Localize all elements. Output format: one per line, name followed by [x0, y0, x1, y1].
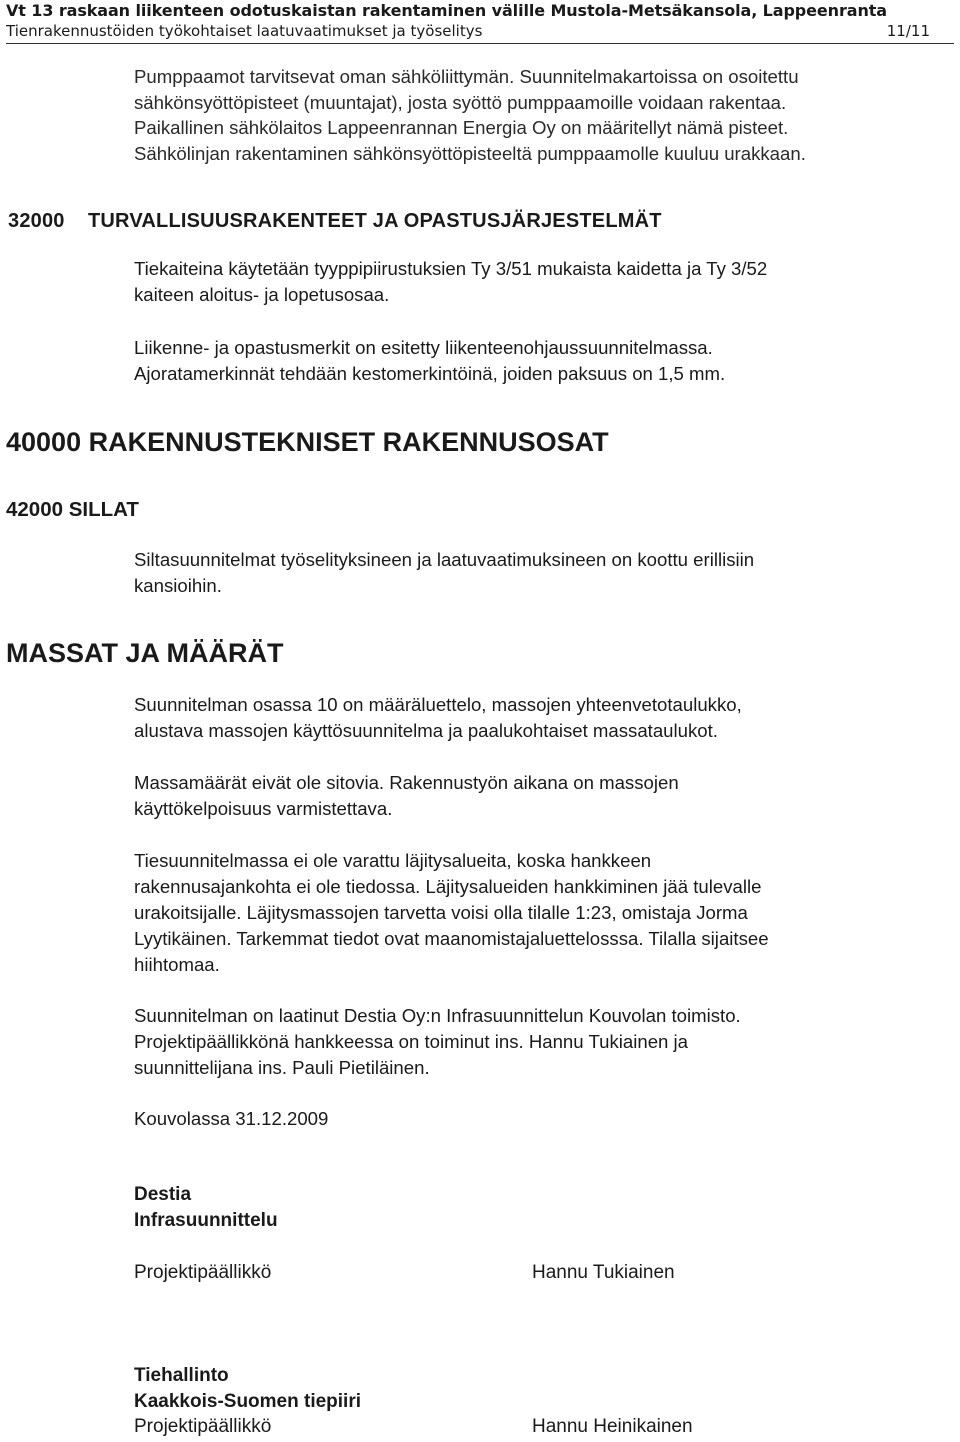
document-subtitle: Tienrakennustöiden työkohtaiset laatuvaatimukset ja työselitys — [6, 22, 483, 40]
org1-signatory: Hannu Tukiainen — [532, 1262, 675, 1283]
massat-paragraph-4 — [134, 1003, 934, 1081]
section-title: TURVALLISUUSRAKENTEET JA OPASTUSJÄRJESTELMÄT — [88, 210, 662, 232]
text-line: Siltasuunnitelmat työselityksineen ja laatuvaatimuksineen on koottu erillisiin — [134, 549, 755, 570]
signs-paragraph — [134, 335, 934, 387]
section-42000-heading: 42000 SILLAT — [6, 498, 139, 521]
text-line: hiihtomaa. — [134, 954, 220, 975]
text-line: Suunnitelman osassa 10 on määräluettelo, massojen yhteenvetotaulukko, — [134, 694, 742, 715]
text-line: Tiesuunnitelmassa ei ole varattu läjitysalueita, koska hankkeen — [134, 850, 652, 871]
section-32000-heading — [8, 210, 662, 233]
massat-paragraph-2 — [134, 770, 934, 822]
text-line: Suunnitelman on laatinut Destia Oy:n Infrasuunnittelun Kouvolan toimisto. — [134, 1005, 741, 1026]
text-line: alustava massojen käyttösuunnitelma ja paalukohtaiset massataulukot. — [134, 720, 718, 741]
text-line: käyttökelpoisuus varmistettava. — [134, 798, 393, 819]
intro-paragraph — [134, 64, 934, 166]
text-line: Liikenne- ja opastusmerkit on esitetty liikenteenohjaussuunnitelmassa. — [134, 337, 713, 358]
org1-unit: Infrasuunnittelu — [134, 1210, 278, 1231]
document-title: Vt 13 raskaan liikenteen odotuskaistan rakentaminen välille Mustola-Metsäkansola, Lappeenranta — [6, 1, 887, 20]
text-line: urakoitsijalle. Läjitysmassojen tarvetta voisi olla tilalle 1:23, omistaja Jorma — [134, 902, 748, 923]
text-line: Tiekaiteina käytetään tyyppipiirustuksien Ty 3/51 mukaista kaidetta ja Ty 3/52 — [134, 258, 768, 279]
section-number: 32000 — [8, 210, 65, 232]
page-number: 11/11 — [886, 22, 930, 40]
text-line: Ajoratamerkinnät tehdään kestomerkintöinä, joiden paksuus on 1,5 mm. — [134, 363, 726, 384]
guardrail-paragraph — [134, 256, 934, 308]
text-line: Pumppaamot tarvitsevat oman sähköliittymän. Suunnitelmakartoissa on osoitettu — [134, 66, 799, 87]
org2-unit: Kaakkois-Suomen tiepiiri — [134, 1391, 362, 1412]
massat-paragraph-1 — [134, 692, 934, 744]
org1-role: Projektipäällikkö — [134, 1262, 272, 1283]
header-divider — [6, 43, 954, 44]
text-line: Massamäärät eivät ole sitovia. Rakennustyön aikana on massojen — [134, 772, 679, 793]
massat-paragraph-3 — [134, 848, 934, 978]
text-line: Sähkölinjan rakentaminen sähkönsyöttöpisteeltä pumppaamolle kuuluu urakkaan. — [134, 142, 806, 164]
massat-heading: MASSAT JA MÄÄRÄT — [6, 638, 284, 668]
text-line: suunnittelijana ins. Pauli Pietiläinen. — [134, 1057, 430, 1078]
bridges-paragraph — [134, 547, 934, 599]
org2-signatory: Hannu Heinikainen — [532, 1416, 693, 1437]
org2-name: Tiehallinto — [134, 1365, 229, 1386]
text-line: sähkönsyöttöpisteet (muuntajat), josta syöttö pumppaamoille voidaan rakentaa. — [134, 91, 787, 113]
text-line: Lyytikäinen. Tarkemmat tiedot ovat maanomistajaluettelosssa. Tilalla sijaitsee — [134, 928, 769, 949]
org2-role: Projektipäällikkö — [134, 1416, 272, 1437]
text-line: kaiteen aloitus- ja lopetusosaa. — [134, 284, 390, 305]
text-line: rakennusajankohta ei ole tiedossa. Läjitysalueiden hankkiminen jää tulevalle — [134, 876, 762, 897]
org1-name: Destia — [134, 1184, 192, 1205]
text-line: Paikallinen sähkölaitos Lappeenrannan Energia Oy on määritellyt nämä pisteet. — [134, 117, 789, 139]
section-40000-heading: 40000 RAKENNUSTEKNISET RAKENNUSOSAT — [6, 427, 609, 457]
text-line: Projektipäällikkönä hankkeessa on toiminut ins. Hannu Tukiainen ja — [134, 1031, 689, 1052]
place-date: Kouvolassa 31.12.2009 — [134, 1108, 329, 1129]
text-line: kansioihin. — [134, 575, 222, 596]
